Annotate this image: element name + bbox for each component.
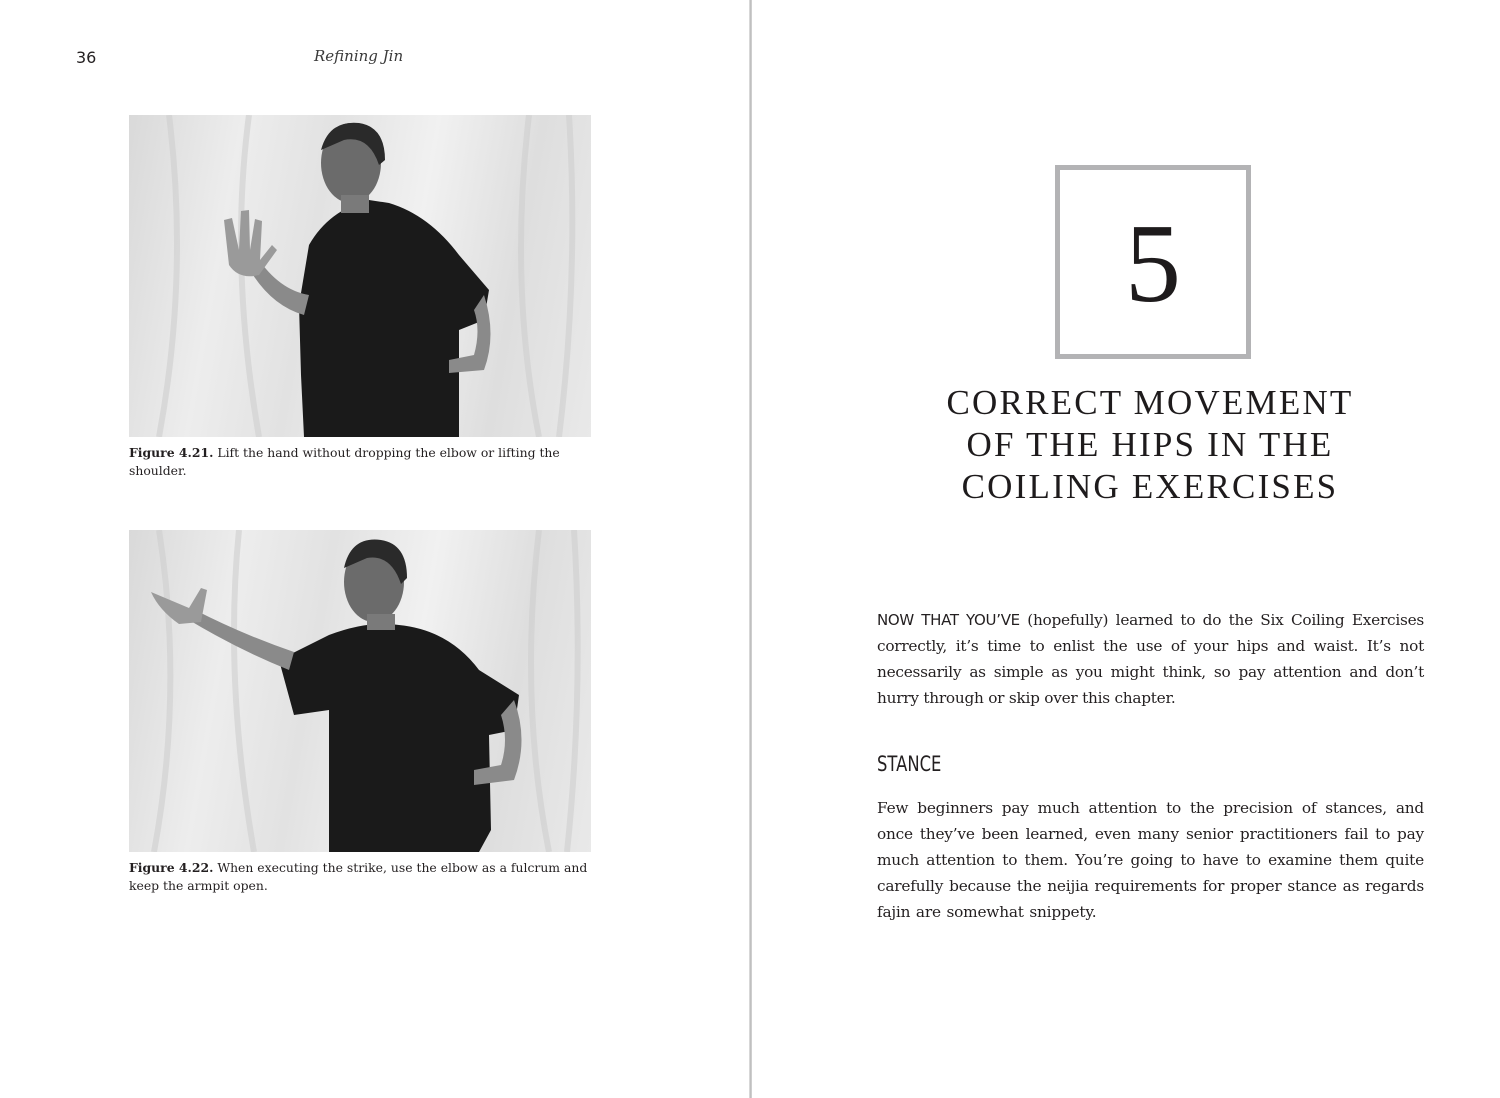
figure-caption — [129, 859, 591, 895]
chapter-title-line: COILING EXERCISES — [961, 467, 1339, 506]
intro-lead-in: NOW THAT YOU’VE — [877, 611, 1020, 629]
chapter-number: 5 — [1125, 202, 1181, 326]
figure-label: Figure 4.21. — [129, 445, 214, 460]
person-raised-hand-illustration — [129, 115, 591, 437]
stance-paragraph: Few beginners pay much attention to the precision of stances, and once they’ve been learned, even many senior practitioners fail to pay much attention to them. You’re going to have to examine them quite carefully because the neijia requirements for proper stance as regards fajin are somewhat snippety. — [877, 799, 1424, 921]
intro-text: (hopefully) learned to do the Six Coiling Exercises correctly, it’s time to enlist the use of your hips and waist. It’s not necessarily as simple as you might think, so pay attention and don’t hurry through or skip over this chapter. — [877, 611, 1424, 707]
figure-caption-text: When executing the strike, use the elbow as a fulcrum and keep the armpit open. — [129, 860, 588, 893]
page-number: 36 — [76, 48, 97, 67]
chapter-title-line: CORRECT MOVEMENT — [946, 383, 1354, 422]
running-head: Refining Jin — [314, 47, 404, 65]
figure-caption — [129, 444, 591, 480]
person-extended-arm-illustration — [129, 530, 591, 852]
figure-4-21 — [129, 115, 591, 480]
chapter-number-box — [1055, 165, 1251, 359]
figure-label: Figure 4.22. — [129, 860, 214, 875]
figure-4-22 — [129, 530, 591, 895]
chapter-title-line: OF THE HIPS IN THE — [966, 425, 1334, 464]
section-heading-stance: STANCE — [877, 752, 942, 776]
right-page — [752, 0, 1500, 1098]
figure-caption-text: Lift the hand without dropping the elbow or lifting the shoulder. — [129, 445, 560, 478]
intro-paragraph — [877, 607, 1424, 711]
figure-photo — [129, 115, 591, 437]
figure-photo — [129, 530, 591, 852]
chapter-title — [902, 382, 1398, 508]
